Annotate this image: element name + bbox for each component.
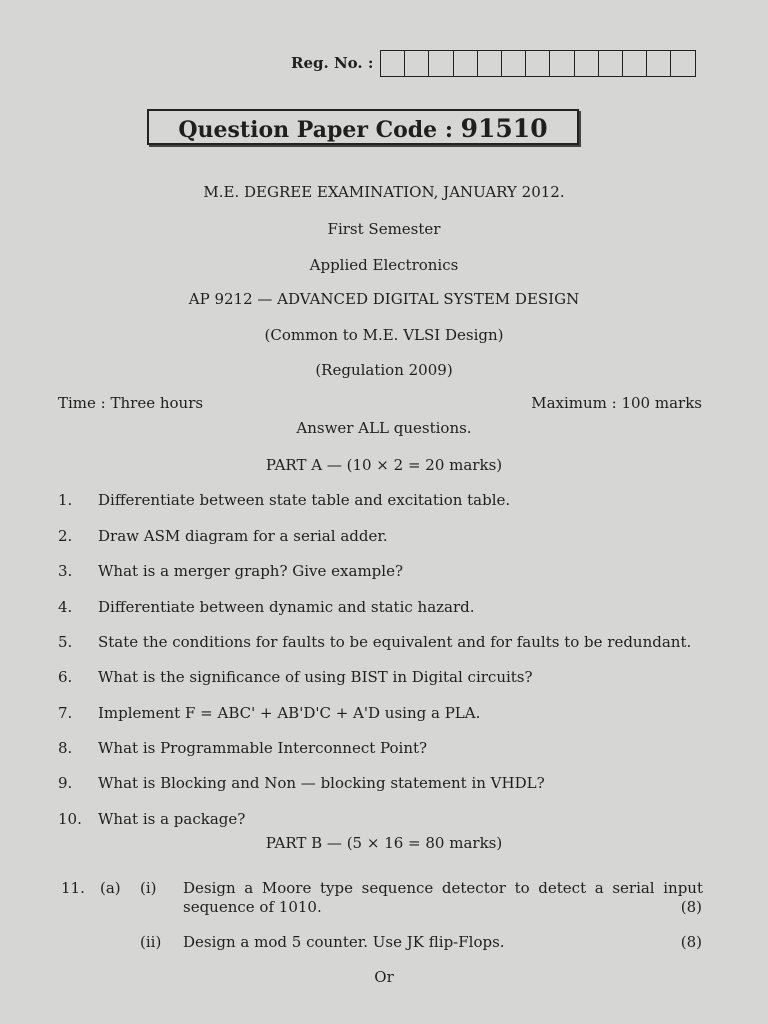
question-text: Differentiate between dynamic and static hazard. xyxy=(98,598,475,616)
reg-no-box xyxy=(526,51,550,76)
part-label: (i) xyxy=(140,879,157,897)
question-text-continued: sequence of 1010. xyxy=(183,898,322,916)
question-text: What is the significance of using BIST in Digital circuits? xyxy=(98,668,533,686)
reg-no-box xyxy=(671,51,695,76)
question-paper-code-number: 91510 xyxy=(460,114,548,143)
question-text: Design a mod 5 counter. Use JK flip-Flops. xyxy=(183,933,505,951)
reg-no-box xyxy=(502,51,526,76)
question-number: 7. xyxy=(58,704,73,722)
question-text: What is a merger graph? Give example? xyxy=(98,562,403,580)
reg-no-boxes xyxy=(380,50,696,77)
maximum-marks: Maximum : 100 marks xyxy=(531,394,702,412)
question-number: 4. xyxy=(58,598,73,616)
reg-no-label: Reg. No. : xyxy=(291,54,374,72)
question-text: Design a Moore type sequence detector to detect a serial input xyxy=(183,879,703,897)
reg-no-box xyxy=(550,51,574,76)
regulation: (Regulation 2009) xyxy=(315,361,453,379)
question-text: What is Blocking and Non — blocking statement in VHDL? xyxy=(98,774,545,792)
question-number: 11. xyxy=(61,879,85,897)
exam-title: M.E. DEGREE EXAMINATION, JANUARY 2012. xyxy=(203,183,565,201)
reg-no-box xyxy=(405,51,429,76)
reg-no-box xyxy=(623,51,647,76)
part-b-title: PART B — (5 × 16 = 80 marks) xyxy=(265,834,503,852)
reg-no-box xyxy=(429,51,453,76)
part-a-title: PART A — (10 × 2 = 20 marks) xyxy=(265,456,503,474)
question-text: What is a package? xyxy=(98,810,246,828)
marks: (8) xyxy=(680,898,702,916)
question-number: 10. xyxy=(58,810,82,828)
reg-no-box xyxy=(647,51,671,76)
time-allowed: Time : Three hours xyxy=(58,394,204,412)
reg-no-box xyxy=(381,51,405,76)
question-number: 3. xyxy=(58,562,73,580)
sub-question-label: (a) xyxy=(100,879,121,897)
subject: AP 9212 — ADVANCED DIGITAL SYSTEM DESIGN xyxy=(188,290,580,308)
question-text: Implement F = ABC' + AB'D'C + A'D using a PLA. xyxy=(98,704,481,722)
branch: Applied Electronics xyxy=(309,256,459,274)
common-to: (Common to M.E. VLSI Design) xyxy=(264,326,504,344)
reg-no-box xyxy=(599,51,623,76)
question-text: What is Programmable Interconnect Point? xyxy=(98,739,428,757)
question-number: 9. xyxy=(58,774,73,792)
or-separator: Or xyxy=(374,968,394,986)
semester: First Semester xyxy=(327,220,441,238)
reg-no-box xyxy=(454,51,478,76)
question-number: 6. xyxy=(58,668,73,686)
part-label: (ii) xyxy=(140,933,162,951)
question-text: Differentiate between state table and excitation table. xyxy=(98,491,511,509)
question-number: 5. xyxy=(58,633,73,651)
question-paper-code-label: Question Paper Code : xyxy=(178,117,461,143)
marks: (8) xyxy=(680,933,702,951)
question-number: 8. xyxy=(58,739,73,757)
reg-no-box xyxy=(478,51,502,76)
reg-no-box xyxy=(575,51,599,76)
question-number: 1. xyxy=(58,491,73,509)
question-text: State the conditions for faults to be equivalent and for faults to be redundant. xyxy=(98,633,692,651)
question-paper-code-box xyxy=(147,109,579,145)
question-number: 2. xyxy=(58,527,73,545)
question-text: Draw ASM diagram for a serial adder. xyxy=(98,527,388,545)
instruction: Answer ALL questions. xyxy=(296,419,472,437)
